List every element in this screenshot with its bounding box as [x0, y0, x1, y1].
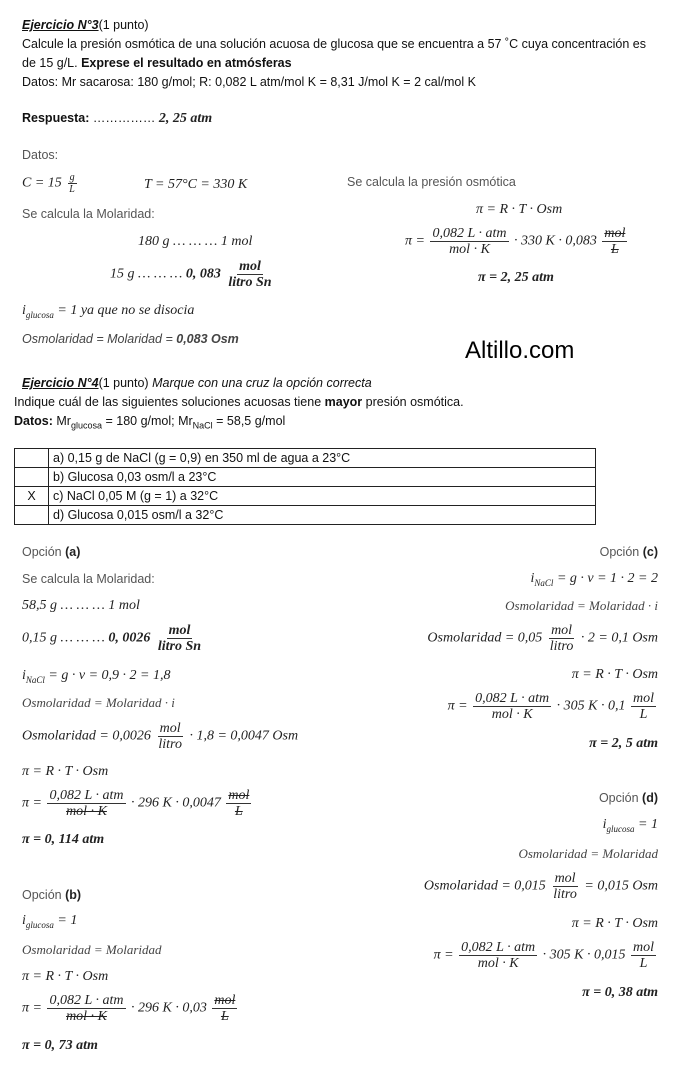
opt-b-pi-num: 0,082 L · atm: [49, 993, 124, 1008]
ex3-pi-num: 0,082 L · atm: [432, 226, 507, 241]
option-b-text: b) Glucosa 0,03 osm/l a 23°C: [49, 468, 596, 487]
opt-c-pi-result: π = 2, 5 atm: [589, 736, 658, 751]
opt-d-heading: [599, 791, 658, 805]
ex3-rule2-den: litro Sn: [228, 275, 272, 290]
option-row-a[interactable]: [15, 449, 596, 468]
opt-a-pi-unit-den: L: [234, 804, 243, 819]
opt-c-pi-num: 0,082 L · atm: [475, 691, 550, 706]
opt-a-rule2-num: mol: [168, 623, 191, 638]
opt-a-pi-calc: [22, 788, 253, 819]
option-row-d[interactable]: [15, 506, 596, 525]
opt-c-i-sub: NaCl: [534, 577, 554, 588]
opt-c-osm-def: Osmolaridad = Molaridad · i: [505, 598, 658, 613]
opt-a-osm-den: litro: [158, 737, 182, 752]
ex4-datos-end: = 58,5 g/mol: [212, 414, 286, 428]
opt-c-pi-calc: [448, 691, 658, 722]
opt-d-osm-den: litro: [553, 887, 577, 902]
opt-a-pi-formula: π = R · T · Osm: [22, 764, 109, 779]
opt-c-osm-num: mol: [551, 623, 573, 638]
ex3-i-line: [22, 303, 194, 320]
opt-a-pi-den: mol · K: [66, 804, 107, 819]
ex3-pi-fraction: [430, 226, 508, 257]
opt-c-pi-prefix: π =: [447, 698, 468, 714]
opt-d-osm-a: Osmolaridad = 0,015: [423, 878, 546, 894]
opt-d-i-line: [603, 817, 658, 834]
ex3-pi-result: π = 2, 25 atm: [478, 270, 554, 285]
opt-a-i-rest: = g · v = 0,9 · 2 = 1,8: [44, 668, 171, 683]
ex4-datos-mid: = 180 g/mol; Mr: [102, 414, 193, 428]
ex3-title: Ejercicio N°3: [22, 18, 99, 32]
opt-c-pi-unit-den: L: [639, 707, 648, 722]
ex3-datos-line: Datos: Mr sacarosa: 180 g/mol; R: 0,082 L atm/mol K = 8,31 J/mol K = 2 cal/mol K: [22, 75, 476, 89]
ex3-answer-label: Respuesta:: [22, 111, 90, 125]
opt-b-pi-den: mol · K: [66, 1009, 107, 1024]
option-a-mark[interactable]: [15, 449, 49, 468]
opt-b-pi-result: π = 0, 73 atm: [22, 1038, 98, 1053]
ex3-c-unit-num: g: [69, 172, 75, 183]
opt-a-i-sub: NaCl: [25, 674, 45, 685]
opt-c-osm-unit: [548, 623, 576, 654]
ex4-heading: [22, 376, 372, 390]
opt-a-pi-unit: [226, 788, 251, 819]
watermark: Altillo.com: [465, 337, 575, 364]
opt-a-rule2-a: 0,15 g … … …: [22, 630, 109, 646]
opt-c-pi-formula: π = R · T · Osm: [571, 667, 658, 682]
ex3-pi-unit: [602, 226, 627, 257]
opt-d-osm-num: mol: [554, 871, 576, 886]
ex3-molaridad-label: Se calcula la Molaridad:: [22, 207, 155, 221]
opt-d-pi-unit: [631, 940, 656, 971]
ex3-pi-prefix: π =: [405, 233, 425, 249]
opt-a-osm-b: · 1,8 = 0,0047 Osm: [189, 728, 299, 744]
opt-b-letter: (b): [65, 888, 82, 902]
opt-a-pi-result: π = 0, 114 atm: [22, 832, 105, 847]
opt-c-i-rest: = g · v = 1 · 2 = 2: [553, 571, 658, 586]
opt-a-osm-unit: [156, 721, 184, 752]
opt-c-pi-unit-num: mol: [633, 691, 654, 706]
options-table: [14, 448, 596, 525]
opt-a-rule-2: [22, 623, 205, 654]
ex3-datos-label: Datos:: [22, 148, 59, 162]
option-c-text: c) NaCl 0,05 M (g = 1) a 32°C: [49, 487, 596, 506]
ex3-pi-calc: [405, 226, 629, 257]
opt-a-osm-calc: [22, 721, 298, 752]
ex4-datos: [14, 414, 285, 431]
option-row-c[interactable]: [15, 487, 596, 506]
ex4-title: Ejercicio N°4: [22, 376, 99, 390]
opt-b-pi-fraction: [47, 993, 125, 1024]
opt-d-i-rest: = 1: [634, 817, 658, 832]
ex4-q-b: mayor: [324, 395, 363, 409]
ex3-heading: [22, 18, 149, 32]
opt-b-heading: [22, 888, 81, 902]
opt-d-pi-unit-num: mol: [633, 940, 654, 955]
opt-c-osm-den: litro: [549, 639, 574, 654]
opt-d-osm-calc: [424, 871, 658, 902]
ex4-datos-mr1: Mr: [52, 414, 71, 428]
opt-c-label: Opción: [599, 545, 643, 559]
ex3-concentration: [22, 172, 79, 195]
opt-c-pi-den: mol · K: [491, 707, 533, 722]
opt-b-i-rest: = 1: [53, 913, 78, 928]
opt-a-osm-num: mol: [159, 721, 181, 736]
opt-a-pi-unit-num: mol: [228, 788, 250, 803]
opt-d-osm-def: Osmolaridad = Molaridad: [518, 846, 658, 861]
opt-d-pi-fraction: [459, 940, 537, 971]
opt-b-i-symbol: i: [22, 913, 26, 928]
opt-d-pi-unit-den: L: [639, 956, 648, 971]
ex3-statement-line1: Calcule la presión osmótica de una solución acuosa de glucosa que se encuentra a 57 ˚C cuya concentración es: [22, 37, 646, 51]
opt-a-pi-num: 0,082 L · atm: [49, 788, 124, 803]
opt-b-pi-unit-den: L: [220, 1009, 229, 1024]
ex3-i-symbol: i: [22, 303, 26, 318]
opt-c-osm-a: Osmolaridad = 0,05: [427, 630, 543, 646]
opt-a-i-symbol: i: [22, 668, 26, 683]
opt-c-osm-calc: [427, 623, 658, 654]
opt-a-rule-1: 58,5 g … … … 1 mol: [22, 598, 140, 613]
opt-d-pi-prefix: π =: [433, 947, 454, 963]
ex3-rule-1: 180 g … … … 1 mol: [138, 234, 253, 249]
ex3-pi-unit-den: L: [610, 242, 619, 257]
ex3-rule2-a: 15 g … … …: [110, 266, 186, 282]
opt-a-osm-def: Osmolaridad = Molaridad · i: [22, 695, 175, 710]
ex3-answer-value: 2, 25 atm: [158, 111, 213, 126]
opt-a-pi-fraction: [47, 788, 125, 819]
ex3-pi-mid: · 330 K · 0,083: [514, 233, 597, 249]
ex3-rule-2: [110, 259, 276, 290]
opt-b-pi-unit-num: mol: [214, 993, 236, 1008]
opt-a-pi-mid: · 296 K · 0,0047: [131, 795, 221, 811]
opt-a-rule2-unit: [156, 623, 203, 654]
opt-b-pi-unit: [212, 993, 237, 1024]
ex4-q-c: presión osmótica.: [362, 395, 464, 409]
ex3-answer-dots: ……………: [92, 111, 159, 125]
opt-a-letter: (a): [65, 545, 81, 559]
option-b-mark[interactable]: [15, 468, 49, 487]
ex4-datos-sub2: NaCl: [192, 420, 213, 431]
ex4-datos-sub1: glucosa: [70, 420, 102, 431]
ex3-c-eq: C = 15: [22, 175, 62, 191]
opt-c-osm-b: · 2 = 0,1 Osm: [580, 630, 658, 646]
ex4-points: (1 punto): [98, 376, 153, 390]
opt-c-i-line: [531, 571, 658, 588]
opt-d-pi-formula: π = R · T · Osm: [571, 916, 658, 931]
opt-a-pi-prefix: π =: [22, 795, 42, 811]
ex3-rule2-b: 0, 083: [185, 266, 221, 282]
opt-a-molaridad-label: Se calcula la Molaridad:: [22, 572, 155, 586]
ex3-c-unit-den: L: [69, 184, 75, 195]
ex4-instruction: Marque con una cruz la opción correcta: [152, 376, 372, 390]
opt-d-osm-unit: [551, 871, 579, 902]
opt-d-label: Opción: [598, 791, 643, 805]
opt-d-pi-den: mol · K: [477, 956, 519, 971]
ex4-datos-label: Datos:: [14, 414, 53, 428]
opt-d-osm-b: = 0,015 Osm: [584, 878, 658, 894]
ex3-points: (1 punto): [98, 18, 149, 32]
ex3-pi-formula: π = R · T · Osm: [476, 202, 563, 217]
opt-b-pi-calc: [22, 993, 239, 1024]
option-row-b[interactable]: [15, 468, 596, 487]
ex3-answer: [22, 111, 212, 127]
opt-d-i-sub: glucosa: [606, 823, 635, 834]
opt-a-osm-a: Osmolaridad = 0,0026: [22, 728, 151, 744]
opt-b-pi-mid: · 296 K · 0,03: [131, 1000, 207, 1016]
opt-d-pi-result: π = 0, 38 atm: [582, 985, 658, 1000]
opt-c-letter: (c): [642, 545, 658, 559]
opt-b-i-line: [22, 913, 77, 930]
ex3-i-rest: = 1 ya que no se disocia: [57, 303, 195, 318]
opt-c-pi-unit: [631, 691, 656, 722]
ex3-i-sub: glucosa: [25, 309, 54, 320]
opt-b-pi-prefix: π =: [22, 1000, 42, 1016]
ex4-question: [14, 395, 464, 409]
option-a-text: a) 0,15 g de NaCl (g = 0,9) en 350 ml de agua a 23°C: [49, 449, 596, 468]
opt-d-pi-num: 0,082 L · atm: [461, 940, 536, 955]
ex3-line2-text: de 15 g/L.: [22, 56, 82, 70]
opt-c-pi-mid: · 305 K · 0,1: [556, 698, 626, 714]
opt-a-rule2-b: 0, 0026: [108, 630, 151, 646]
opt-c-pi-fraction: [473, 691, 551, 722]
opt-b-pi-formula: π = R · T · Osm: [22, 969, 109, 984]
opt-b-i-sub: glucosa: [25, 919, 54, 930]
opt-b-label: Opción: [22, 888, 66, 902]
ex3-osm-value: 0,083 Osm: [176, 332, 239, 346]
opt-a-i-line: [22, 668, 170, 685]
opt-d-pi-calc: [434, 940, 658, 971]
ex3-rule2-unit: [226, 259, 273, 290]
ex3-osm-line: [22, 332, 239, 346]
opt-a-rule2-den: litro Sn: [157, 639, 202, 654]
option-d-mark[interactable]: [15, 506, 49, 525]
opt-b-osm-def: Osmolaridad = Molaridad: [22, 942, 162, 957]
ex3-statement-line2: [22, 56, 292, 70]
ex3-temperature: T = 57°C = 330 K: [144, 177, 248, 192]
opt-d-i-symbol: i: [602, 817, 607, 832]
ex3-pi-unit-num: mol: [604, 226, 626, 241]
opt-a-heading: [22, 545, 80, 559]
opt-c-heading: [600, 545, 658, 559]
opt-d-letter: (d): [642, 791, 658, 805]
option-c-mark[interactable]: X: [15, 487, 49, 506]
ex3-rule2-num: mol: [239, 259, 261, 274]
opt-c-i-symbol: i: [530, 571, 535, 586]
ex3-c-unit: [67, 172, 77, 195]
ex3-line2-bold: Exprese el resultado en atmósferas: [81, 56, 292, 70]
ex4-q-a: Indique cuál de las siguientes soluciones acuosas tiene: [14, 395, 325, 409]
option-d-text: d) Glucosa 0,015 osm/l a 32°C: [49, 506, 596, 525]
opt-a-label: Opción: [22, 545, 66, 559]
ex3-pi-den: mol · K: [449, 242, 490, 257]
ex3-osm-text: Osmolaridad = Molaridad =: [22, 332, 177, 346]
opt-d-pi-mid: · 305 K · 0,015: [542, 947, 626, 963]
ex3-presion-label: Se calcula la presión osmótica: [347, 175, 516, 189]
